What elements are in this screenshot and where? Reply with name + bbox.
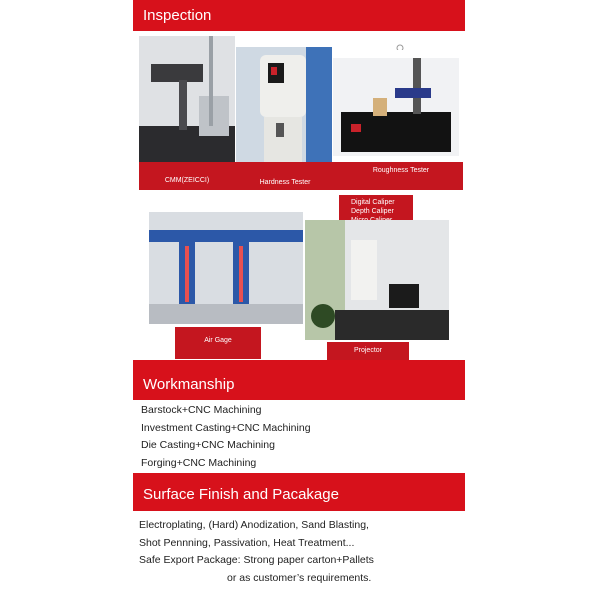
cmm-caption: CMM(ZEICCI) [164,177,210,184]
workmanship-title: Workmanship [143,376,235,393]
inspection-header [133,0,465,31]
caliper-digital: Digital Caliper [351,199,395,206]
air-gage-photo [149,212,303,324]
rotate-handle-icon [396,40,404,50]
projector-caption: Projector [327,342,409,360]
workmanship-header [133,360,465,400]
projector-photo [305,220,449,340]
surface-line: or as customer’s requirements. [227,571,372,584]
workmanship-line: Investment Casting+CNC Machining [141,421,311,434]
surface-line: Safe Export Package: Strong paper carton+Pallets [139,554,374,566]
cmm-photo [139,36,235,162]
surface-finish-list [139,517,374,587]
product-detail-column [133,0,465,600]
caliper-depth: Depth Caliper [351,208,394,215]
workmanship-line: Forging+CNC Machining [141,456,257,469]
hardness-tester-photo [236,47,332,165]
roughness-caption: Roughness Tester [372,167,430,174]
surface-finish-title: Surface Finish and Pacakage [143,486,339,503]
workmanship-line: Barstock+CNC Machining [141,404,262,416]
hardness-caption: Hardness Tester [259,179,311,186]
workmanship-list [141,402,311,472]
roughness-tester-photo [333,58,459,156]
inspection-title: Inspection [143,7,212,24]
air-gage-caption: Air Gage [175,327,261,359]
surface-line: Shot Pennning, Passivation, Heat Treatment... [139,536,355,549]
workmanship-line: Die Casting+CNC Machining [141,439,275,451]
surface-finish-header [133,473,465,511]
surface-line: Electroplating, (Hard) Anodization, Sand Blasting, [139,519,369,531]
